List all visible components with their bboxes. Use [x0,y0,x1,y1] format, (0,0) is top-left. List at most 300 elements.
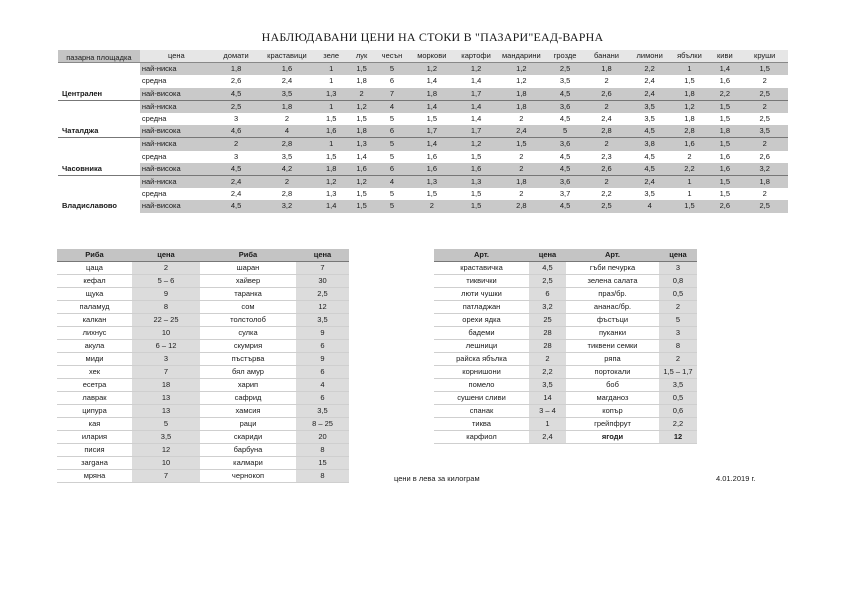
price-cell: 1,5 [409,188,455,200]
price-cell: 5 [375,188,408,200]
price-cell: 1,6 [315,125,348,138]
price-cell: 1 [315,75,348,87]
item-name: кефал [57,275,132,288]
price-cell: 2 [741,138,788,151]
table-row [58,200,788,212]
price-cell: 4 [259,125,314,138]
price-cell: 1,2 [348,176,376,189]
item-price: 3,5 [296,405,349,418]
price-cell: 3,5 [259,151,314,163]
price-cell: 1,4 [409,100,455,113]
header-product: лимони [629,50,671,63]
table-row [57,353,349,366]
item-name: цаца [57,262,132,275]
price-cell: 3,5 [546,75,585,87]
price-cell: 2,4 [213,188,259,200]
price-cell: 1,3 [348,138,376,151]
price-cell: 1,5 [348,188,376,200]
table-header-row [57,249,349,262]
price-cell: 3,5 [629,100,671,113]
price-cell: 5 [375,200,408,212]
item-price: 7 [296,262,349,275]
header-item: Риба [200,249,296,262]
item-name: чернокоп [200,470,296,483]
price-cell: 4,5 [546,113,585,125]
price-level: най-ниска [140,176,213,189]
price-level: най-ниска [140,138,213,151]
price-cell: 1 [315,63,348,76]
price-cell: 1,5 [315,151,348,163]
item-name: сом [200,301,296,314]
table-row [434,314,697,327]
item-name: пуканки [566,327,659,340]
price-cell: 4,5 [629,163,671,176]
price-cell: 1,7 [409,125,455,138]
table-row [57,379,349,392]
header-product: лук [348,50,376,63]
market-cell [58,100,140,113]
price-cell: 1,6 [259,63,314,76]
price-cell: 5 [375,63,408,76]
price-cell: 4,5 [213,88,259,101]
table-row [434,288,697,301]
price-cell: 1,2 [409,63,455,76]
price-cell: 1,8 [708,125,741,138]
price-cell: 2,4 [629,75,671,87]
item-price: 28 [529,340,566,353]
price-cell: 1,6 [708,151,741,163]
item-name: мряна [57,470,132,483]
price-cell: 1,2 [497,63,546,76]
table-row [434,392,697,405]
price-cell: 2,4 [629,88,671,101]
market-name: Централен [58,88,140,101]
item-name: тиквени семки [566,340,659,353]
item-price: 2,2 [529,366,566,379]
header-product: зеле [315,50,348,63]
item-name: хамсия [200,405,296,418]
item-price: 6 [296,340,349,353]
header-item: Арт. [566,249,659,262]
price-cell: 2,6 [708,200,741,212]
market-name: Владиславово [58,200,140,212]
item-name: помело [434,379,529,392]
table-row [58,125,788,138]
market-cell [58,113,140,125]
item-price: 3,5 [296,314,349,327]
price-cell: 1,5 [348,200,376,212]
price-level: най-висока [140,125,213,138]
item-price: 30 [296,275,349,288]
item-price: 20 [296,431,349,444]
price-cell: 1,8 [497,88,546,101]
item-price: 2 [659,301,697,314]
header-item: Арт. [434,249,529,262]
item-name: грейпфрут [566,418,659,431]
price-cell: 1,5 [708,100,741,113]
price-cell: 1,6 [455,163,497,176]
item-price: 3 [659,327,697,340]
price-cell: 4,5 [546,200,585,212]
table-row [57,431,349,444]
price-cell: 1,7 [455,125,497,138]
table-row [434,262,697,275]
table-row [58,138,788,151]
price-cell: 1,5 [671,75,709,87]
item-name: люти чушки [434,288,529,301]
price-cell: 2 [497,163,546,176]
item-name: лихнус [57,327,132,340]
price-cell: 3,5 [629,188,671,200]
price-cell: 1,5 [708,138,741,151]
price-cell: 1,6 [708,163,741,176]
price-cell: 4,5 [213,163,259,176]
item-price: 8 – 25 [296,418,349,431]
price-cell: 3,6 [546,100,585,113]
price-cell: 1,5 [708,188,741,200]
price-cell: 2,4 [213,176,259,189]
item-price: 12 [132,444,200,457]
price-cell: 1,4 [455,100,497,113]
item-price: 22 – 25 [132,314,200,327]
item-price: 6 [296,366,349,379]
price-cell: 1 [671,176,709,189]
price-cell: 2,5 [741,200,788,212]
price-cell: 4,5 [546,151,585,163]
price-cell: 5 [546,125,585,138]
price-cell: 4,2 [259,163,314,176]
price-cell: 1,3 [455,176,497,189]
price-cell: 1,6 [671,138,709,151]
price-cell: 1,5 [455,200,497,212]
item-name: скумрия [200,340,296,353]
fish-price-table [57,249,349,483]
item-price: 18 [132,379,200,392]
item-name: харип [200,379,296,392]
price-cell: 2 [348,88,376,101]
item-name: праз/бр. [566,288,659,301]
price-cell: 2,8 [671,125,709,138]
header-product: картофи [455,50,497,63]
price-cell: 4,5 [546,88,585,101]
price-cell: 1,2 [497,75,546,87]
item-name: скариди [200,431,296,444]
table-row [434,405,697,418]
price-cell: 1,5 [348,63,376,76]
price-cell: 2,4 [584,113,628,125]
table-row [58,63,788,76]
price-cell: 2 [259,113,314,125]
market-name: Часовника [58,163,140,176]
price-cell: 2 [409,200,455,212]
table-row [434,275,697,288]
header-price: цена [296,249,349,262]
price-cell: 1,8 [497,100,546,113]
header-product: киви [708,50,741,63]
item-price: 2 [659,353,697,366]
item-price: 4,5 [529,262,566,275]
item-price: 1,5 – 1,7 [659,366,697,379]
price-cell: 2,8 [259,138,314,151]
price-cell: 6 [375,75,408,87]
table-row [57,340,349,353]
item-name: спанак [434,405,529,418]
item-price: 8 [132,301,200,314]
price-cell: 1,4 [348,151,376,163]
price-cell: 1,8 [497,176,546,189]
price-level: средна [140,75,213,87]
item-price: 6 – 12 [132,340,200,353]
price-cell: 2,4 [497,125,546,138]
item-price: 14 [529,392,566,405]
price-cell: 1,5 [315,113,348,125]
price-cell: 5 [375,138,408,151]
market-cell [58,176,140,189]
price-cell: 3,8 [629,138,671,151]
price-cell: 1,8 [584,63,628,76]
item-name: барбуна [200,444,296,457]
price-cell: 1,3 [315,188,348,200]
price-cell: 2 [213,138,259,151]
price-cell: 1 [315,138,348,151]
item-price: 6 [529,288,566,301]
header-product: мандарини [497,50,546,63]
item-name: писия [57,444,132,457]
price-cell: 1,5 [348,113,376,125]
price-cell: 2 [497,151,546,163]
table-row [57,275,349,288]
price-cell: 2 [671,151,709,163]
item-name: корнишони [434,366,529,379]
item-price: 8 [296,444,349,457]
price-cell: 2 [584,138,628,151]
item-price: 3,2 [529,301,566,314]
header-price: цена [132,249,200,262]
produce-header-row [58,50,788,63]
item-name: ананас/бр. [566,301,659,314]
report-date: 4.01.2019 г. [716,474,756,483]
price-cell: 2,4 [629,176,671,189]
price-cell: 2 [584,100,628,113]
price-cell: 2,2 [708,88,741,101]
price-cell: 2 [741,188,788,200]
price-level: най-ниска [140,63,213,76]
price-cell: 2,5 [213,100,259,113]
item-price: 5 – 6 [132,275,200,288]
table-row [58,100,788,113]
item-price: 0,6 [659,405,697,418]
item-name: илария [57,431,132,444]
price-cell: 4 [629,200,671,212]
table-row [57,288,349,301]
table-row [434,353,697,366]
table-row [58,113,788,125]
market-cell [58,151,140,163]
price-cell: 3 [213,151,259,163]
price-cell: 5 [375,151,408,163]
price-cell: 1,8 [348,125,376,138]
price-cell: 7 [375,88,408,101]
item-price: 0,5 [659,392,697,405]
price-cell: 2 [497,113,546,125]
price-cell: 1,5 [409,113,455,125]
price-cell: 1,3 [315,88,348,101]
table-row [434,340,697,353]
table-row [57,470,349,483]
price-cell: 1,4 [315,200,348,212]
header-market: пазарна площадка [58,50,140,63]
item-price: 12 [296,301,349,314]
price-cell: 1,8 [409,88,455,101]
table-row [57,262,349,275]
table-row [58,88,788,101]
price-cell: 1,4 [409,75,455,87]
price-cell: 1,6 [409,151,455,163]
price-cell: 1 [315,100,348,113]
item-price: 7 [132,366,200,379]
item-price: 3 – 4 [529,405,566,418]
page-title: НАБЛЮДАВАНИ ЦЕНИ НА СТОКИ В "ПАЗАРИ"ЕАД-ВАРНА [261,30,604,44]
table-row [58,188,788,200]
header-product: грозде [546,50,585,63]
price-cell: 1,6 [409,163,455,176]
table-row [434,431,697,444]
price-cell: 2,6 [741,151,788,163]
item-name: сушени сливи [434,392,529,405]
item-price: 4 [296,379,349,392]
item-price: 28 [529,327,566,340]
price-cell: 2,8 [584,125,628,138]
table-row [57,327,349,340]
price-cell: 2 [259,176,314,189]
item-name: щука [57,288,132,301]
item-price: 8 [659,340,697,353]
item-name: магданоз [566,392,659,405]
item-price: 3,5 [529,379,566,392]
item-name: калмари [200,457,296,470]
item-price: 9 [296,353,349,366]
item-price: 2 [529,353,566,366]
price-cell: 1,5 [708,176,741,189]
item-name: зелена салата [566,275,659,288]
item-price: 8 [296,470,349,483]
item-name: хек [57,366,132,379]
price-level: средна [140,113,213,125]
price-cell: 1,8 [259,100,314,113]
price-cell: 2,5 [546,63,585,76]
price-cell: 3,5 [629,113,671,125]
item-name: таранка [200,288,296,301]
price-cell: 1,5 [455,188,497,200]
price-cell: 1,2 [671,100,709,113]
header-product: домати [213,50,259,63]
price-cell: 4,5 [629,151,671,163]
item-price: 2,4 [529,431,566,444]
table-row [57,314,349,327]
price-cell: 6 [375,163,408,176]
item-price: 2,5 [529,275,566,288]
price-cell: 1,2 [348,100,376,113]
other-goods-price-table [434,249,697,444]
price-cell: 2 [497,188,546,200]
table-row [57,405,349,418]
item-price: 3,5 [132,431,200,444]
price-cell: 4,5 [546,163,585,176]
price-cell: 2,2 [671,163,709,176]
unit-note: цени в лева за килограм [394,474,480,483]
item-name: патладжан [434,301,529,314]
produce-price-table [58,50,788,213]
item-price: 25 [529,314,566,327]
item-price: 9 [132,288,200,301]
item-name: паламуд [57,301,132,314]
item-price: 2 [132,262,200,275]
header-item: Риба [57,249,132,262]
item-price: 2,5 [296,288,349,301]
price-cell: 2,8 [259,188,314,200]
item-name: ципура [57,405,132,418]
price-cell: 1,7 [455,88,497,101]
item-name: лешници [434,340,529,353]
price-cell: 1,2 [315,176,348,189]
item-name: сафрид [200,392,296,405]
header-price: цена [659,249,697,262]
item-name: портокали [566,366,659,379]
item-name: райска ябълка [434,353,529,366]
item-price: 13 [132,405,200,418]
item-name: тиквички [434,275,529,288]
price-cell: 1,8 [315,163,348,176]
price-cell: 3,5 [741,125,788,138]
market-cell [58,75,140,87]
item-price: 13 [132,392,200,405]
price-cell: 2,6 [584,163,628,176]
price-cell: 2 [584,75,628,87]
price-cell: 3,2 [259,200,314,212]
item-name: есетра [57,379,132,392]
price-level: най-висока [140,163,213,176]
table-row [58,151,788,163]
item-name: бадеми [434,327,529,340]
item-price: 9 [296,327,349,340]
price-cell: 2,2 [584,188,628,200]
price-cell: 2 [741,75,788,87]
price-cell: 1,4 [409,138,455,151]
item-name: карфиол [434,431,529,444]
price-cell: 4 [375,100,408,113]
price-cell: 2,4 [259,75,314,87]
price-cell: 2,5 [741,88,788,101]
table-row [434,327,697,340]
item-name: шаран [200,262,296,275]
table-row [58,176,788,189]
item-name: фъстъци [566,314,659,327]
item-price: 5 [659,314,697,327]
price-cell: 1,8 [741,176,788,189]
price-cell: 1,5 [671,200,709,212]
item-price: 5 [132,418,200,431]
item-name: зargана [57,457,132,470]
price-cell: 6 [375,125,408,138]
item-name: копър [566,405,659,418]
item-name: акула [57,340,132,353]
price-cell: 1,4 [455,113,497,125]
price-cell: 2,3 [584,151,628,163]
item-price: 3 [659,262,697,275]
price-cell: 4,6 [213,125,259,138]
price-cell: 1,4 [455,75,497,87]
price-cell: 1,6 [348,163,376,176]
